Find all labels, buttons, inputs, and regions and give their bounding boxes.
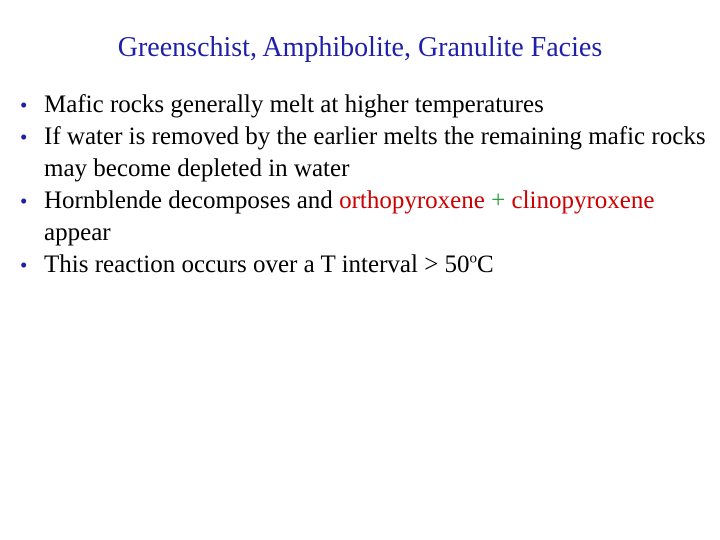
slide-title: Greenschist, Amphibolite, Granulite Facies [117,32,603,63]
bullet-text-part: Hornblende decomposes and [44,187,340,214]
mineral-clinopyroxene: clinopyroxene [511,187,655,214]
plus-sign: + [484,187,512,214]
bullet-item-4 [20,249,710,281]
bullet-item-1 [20,89,710,121]
bullet-text-part: C [477,251,494,278]
bullet-text: Mafic rocks generally melt at higher temperatures [44,91,544,118]
bullet-marker: • [20,125,28,149]
bullet-marker: • [20,189,28,213]
bullet-item-3 [20,185,710,249]
bullet-item-2 [20,121,710,185]
bullet-marker: • [20,93,28,117]
bullet-text: If water is removed by the earlier melts the remaining mafic rocks may become depleted in water [44,123,706,182]
bullet-text-part: This reaction occurs over a T interval > 50 [44,251,470,278]
mineral-orthopyroxene: orthopyroxene [339,187,485,214]
bullet-list [20,89,710,281]
bullet-text-part: appear [44,219,111,246]
degree-superscript: o [469,250,478,267]
bullet-marker: • [20,253,28,277]
